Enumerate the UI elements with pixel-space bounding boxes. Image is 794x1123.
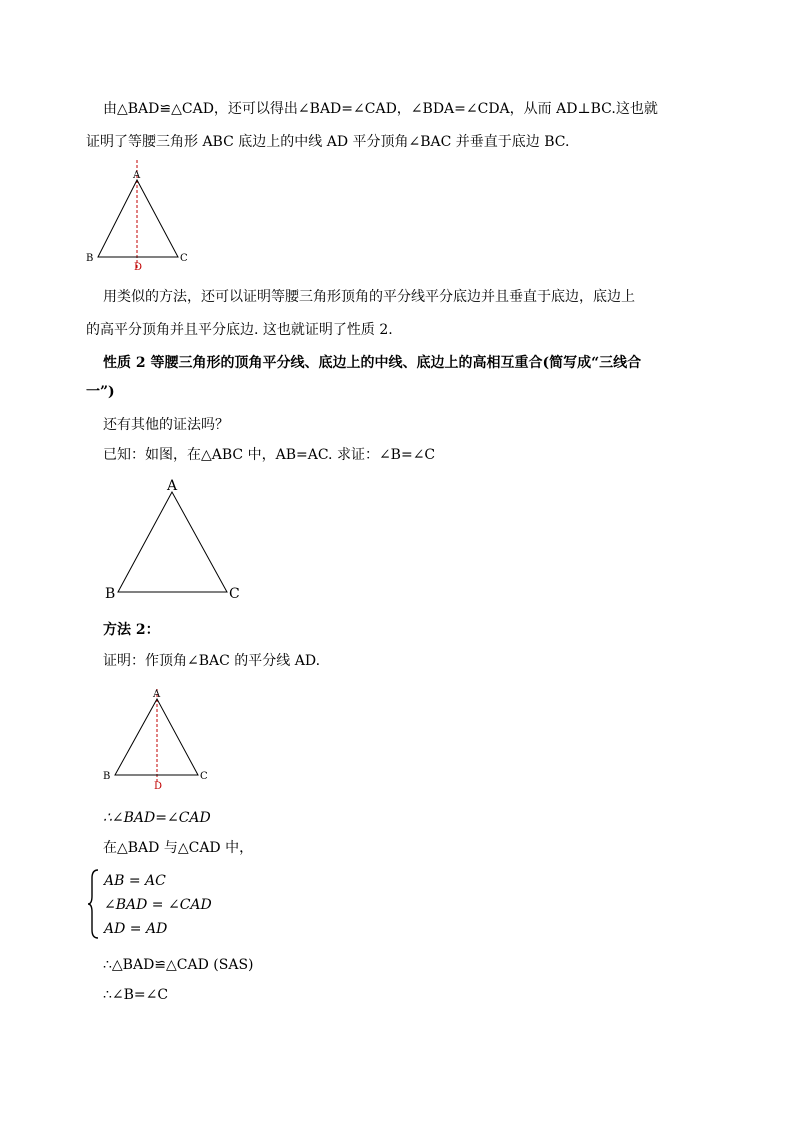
paragraph-2-line-1: 用类似的方法，还可以证明等腰三角形顶角的平分线平分底边并且垂直于底边，底边上 xyxy=(103,289,635,305)
label-b: B xyxy=(105,586,116,602)
label-c: C xyxy=(229,586,240,602)
label-d: D xyxy=(154,781,163,792)
label-a: A xyxy=(133,170,141,181)
label-a: A xyxy=(167,478,178,494)
label-c: C xyxy=(180,253,188,264)
triangle-figure-3 xyxy=(100,685,215,795)
property-2-line-1: 性质 2 等腰三角形的顶角平分线、底边上的中线、底边上的高相互重合(简写成“三线合 xyxy=(103,355,642,371)
paragraph-2-line-2: 的高平分顶角并且平分底边. 这也就证明了性质 2. xyxy=(86,322,393,338)
step-1: ∴∠BAD=∠CAD xyxy=(103,810,211,826)
question: 还有其他的证法吗？ xyxy=(103,417,229,433)
left-brace xyxy=(86,868,100,940)
method-2-heading: 方法 2： xyxy=(103,622,160,638)
system-line-1: AB = AC xyxy=(104,873,166,889)
triangle-figure-1 xyxy=(82,160,192,275)
label-a: A xyxy=(153,689,161,700)
label-b: B xyxy=(103,771,111,782)
label-c: C xyxy=(200,771,208,782)
triangle-abc xyxy=(118,492,227,592)
triangle-abc xyxy=(98,180,178,257)
label-d: D xyxy=(134,262,143,273)
step-4: ∴∠B=∠C xyxy=(103,987,169,1003)
given-statement: 已知：如图，在△ABC 中，AB=AC. 求证：∠B=∠C xyxy=(103,447,436,463)
paragraph-1-line-2: 证明了等腰三角形 ABC 底边上的中线 AD 平分顶角∠BAC 并垂直于底边 BC. xyxy=(86,134,570,150)
proof-start: 证明：作顶角∠BAC 的平分线 AD. xyxy=(103,653,321,669)
system-line-3: AD = AD xyxy=(104,921,168,937)
label-b: B xyxy=(86,253,94,264)
step-3: ∴△BAD≌△CAD (SAS) xyxy=(103,957,254,973)
paragraph-1-line-1: 由△BAD≌△CAD，还可以得出∠BAD=∠CAD，∠BDA=∠CDA，从而 AD⊥BC.这也就 xyxy=(103,101,658,117)
triangle-figure-2 xyxy=(100,475,250,605)
system-line-2: ∠BAD = ∠CAD xyxy=(104,897,212,913)
property-2-line-2: 一”) xyxy=(86,384,115,400)
step-2: 在△BAD 与△CAD 中， xyxy=(103,840,254,856)
